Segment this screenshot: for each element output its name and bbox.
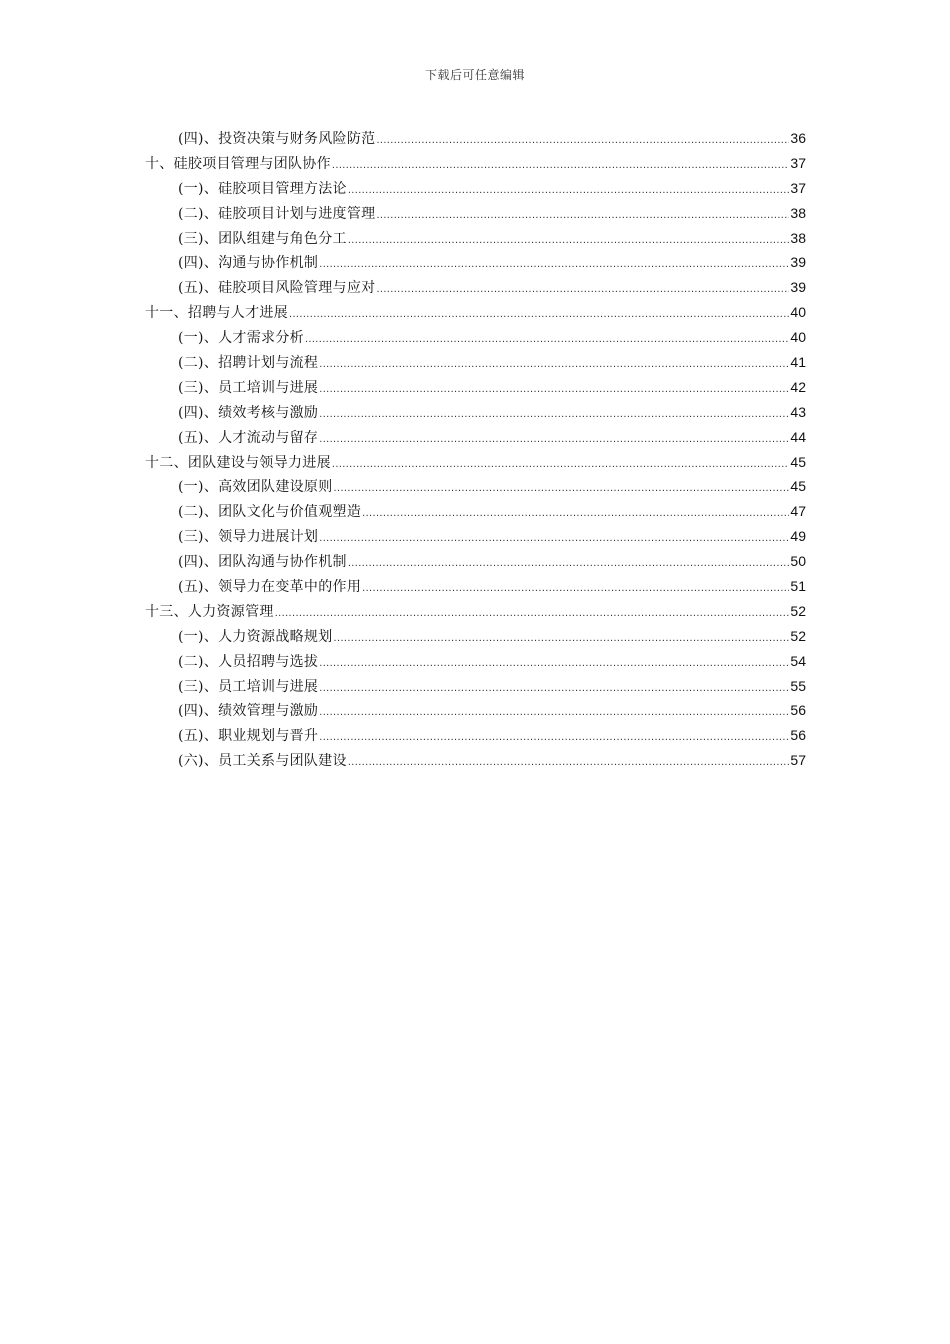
toc-entry-title: (四)、沟通与协作机制 — [178, 255, 319, 272]
toc-entry-page-number: 47 — [790, 503, 806, 520]
toc-entry-title: (二)、人员招聘与选拔 — [178, 653, 319, 670]
toc-entry[interactable] — [145, 226, 806, 251]
toc-entry-page-number: 52 — [790, 602, 806, 619]
toc-entry-page-number: 55 — [790, 677, 806, 694]
toc-dot-leader — [334, 625, 790, 649]
toc-entry-page-number: 40 — [790, 329, 806, 346]
toc-entry-page-number: 44 — [790, 428, 806, 445]
toc-entry-page-number: 43 — [790, 403, 806, 420]
toc-dot-leader — [362, 575, 789, 599]
toc-entry-title: 十二、团队建设与领导力进展 — [145, 454, 331, 471]
toc-dot-leader — [376, 202, 789, 226]
toc-entry-page-number: 45 — [790, 478, 806, 495]
toc-dot-leader — [289, 301, 789, 325]
toc-entry-page-number: 38 — [790, 204, 806, 221]
toc-entry[interactable] — [145, 649, 806, 674]
toc-dot-leader — [319, 426, 789, 450]
toc-entry-page-number: 56 — [790, 702, 806, 719]
toc-entry-title: (四)、投资决策与财务风险防范 — [178, 131, 376, 147]
toc-dot-leader — [319, 251, 789, 275]
toc-entry-page-number: 36 — [790, 130, 806, 146]
toc-entry-page-number: 54 — [790, 652, 806, 669]
toc-entry-page-number: 51 — [790, 578, 806, 595]
toc-entry-title: (五)、领导力在变革中的作用 — [178, 579, 362, 596]
toc-entry-page-number: 40 — [790, 304, 806, 321]
toc-entry-title: (一)、高效团队建设原则 — [178, 479, 333, 496]
toc-entry[interactable] — [145, 624, 806, 649]
toc-entry-page-number: 57 — [790, 752, 806, 769]
toc-entry-title: (六)、员工关系与团队建设 — [178, 753, 347, 770]
toc-dot-leader — [332, 152, 790, 176]
toc-dot-leader — [376, 276, 789, 300]
toc-entry-page-number: 37 — [790, 154, 806, 171]
toc-entry-title: 十、硅胶项目管理与团队协作 — [145, 155, 331, 172]
toc-entry-title: 十三、人力资源管理 — [145, 603, 274, 620]
toc-entry-page-number: 45 — [790, 453, 806, 470]
toc-entry[interactable] — [145, 375, 806, 400]
toc-entry-title: 十一、招聘与人才进展 — [145, 305, 288, 322]
page-header: 下载后可任意编辑 — [424, 68, 525, 82]
toc-dot-leader — [319, 351, 789, 375]
toc-entry-title: (三)、团队组建与角色分工 — [178, 230, 347, 247]
table-of-contents — [145, 126, 806, 773]
toc-entry-title: (三)、员工培训与进展 — [178, 379, 319, 396]
toc-entry-title: (一)、人才需求分析 — [178, 330, 304, 347]
toc-entry-page-number: 49 — [790, 528, 806, 545]
toc-entry[interactable] — [145, 474, 806, 499]
toc-entry[interactable] — [145, 126, 806, 151]
toc-entry[interactable] — [145, 250, 806, 275]
toc-entry-title: (一)、硅胶项目管理方法论 — [178, 180, 347, 197]
toc-entry[interactable] — [145, 400, 806, 425]
toc-entry-title: (四)、绩效管理与激励 — [178, 703, 319, 720]
toc-entry[interactable] — [145, 748, 806, 773]
toc-dot-leader — [348, 749, 790, 773]
toc-entry[interactable] — [145, 499, 806, 524]
toc-entry[interactable] — [145, 450, 806, 475]
toc-entry[interactable] — [145, 176, 806, 201]
toc-entry[interactable] — [145, 574, 806, 599]
toc-entry-page-number: 42 — [790, 378, 806, 395]
toc-entry-title: (一)、人力资源战略规划 — [178, 628, 333, 645]
toc-entry[interactable] — [145, 350, 806, 375]
toc-entry-page-number: 41 — [790, 354, 806, 371]
toc-entry[interactable] — [145, 325, 806, 350]
toc-entry-page-number: 37 — [790, 179, 806, 196]
toc-dot-leader — [376, 127, 789, 151]
toc-dot-leader — [362, 500, 789, 524]
toc-entry[interactable] — [145, 549, 806, 574]
toc-dot-leader — [319, 699, 789, 723]
toc-entry-title: (五)、职业规划与晋升 — [178, 728, 319, 745]
toc-dot-leader — [305, 326, 789, 350]
toc-dot-leader — [334, 475, 790, 499]
toc-entry-title: (二)、硅胶项目计划与进度管理 — [178, 205, 376, 222]
toc-entry-page-number: 56 — [790, 727, 806, 744]
toc-entry-title: (二)、招聘计划与流程 — [178, 355, 319, 372]
toc-dot-leader — [332, 451, 790, 475]
toc-entry-page-number: 50 — [790, 553, 806, 570]
toc-entry-page-number: 39 — [790, 279, 806, 296]
toc-dot-leader — [319, 401, 789, 425]
toc-dot-leader — [275, 600, 790, 624]
toc-entry[interactable] — [145, 425, 806, 450]
toc-entry[interactable] — [145, 201, 806, 226]
toc-dot-leader — [348, 177, 790, 201]
toc-dot-leader — [348, 227, 790, 251]
toc-entry-title: (五)、硅胶项目风险管理与应对 — [178, 280, 376, 297]
toc-entry[interactable] — [145, 300, 806, 325]
toc-dot-leader — [319, 650, 789, 674]
toc-entry-page-number: 52 — [790, 627, 806, 644]
toc-entry-title: (五)、人才流动与留存 — [178, 429, 319, 446]
toc-entry-title: (三)、员工培训与进展 — [178, 678, 319, 695]
toc-entry[interactable] — [145, 151, 806, 176]
toc-entry[interactable] — [145, 524, 806, 549]
toc-entry-title: (四)、绩效考核与激励 — [178, 404, 319, 421]
toc-entry[interactable] — [145, 275, 806, 300]
toc-entry-title: (四)、团队沟通与协作机制 — [178, 554, 347, 571]
toc-entry-page-number: 38 — [790, 229, 806, 246]
toc-entry-page-number: 39 — [790, 254, 806, 271]
toc-entry[interactable] — [145, 723, 806, 748]
toc-entry[interactable] — [145, 698, 806, 723]
toc-dot-leader — [319, 525, 789, 549]
toc-entry-title: (二)、团队文化与价值观塑造 — [178, 504, 362, 521]
toc-dot-leader — [319, 724, 789, 748]
toc-entry[interactable] — [145, 674, 806, 699]
toc-entry[interactable] — [145, 599, 806, 624]
toc-dot-leader — [319, 675, 789, 699]
toc-entry-title: (三)、领导力进展计划 — [178, 529, 319, 546]
toc-dot-leader — [319, 376, 789, 400]
toc-dot-leader — [348, 550, 790, 574]
